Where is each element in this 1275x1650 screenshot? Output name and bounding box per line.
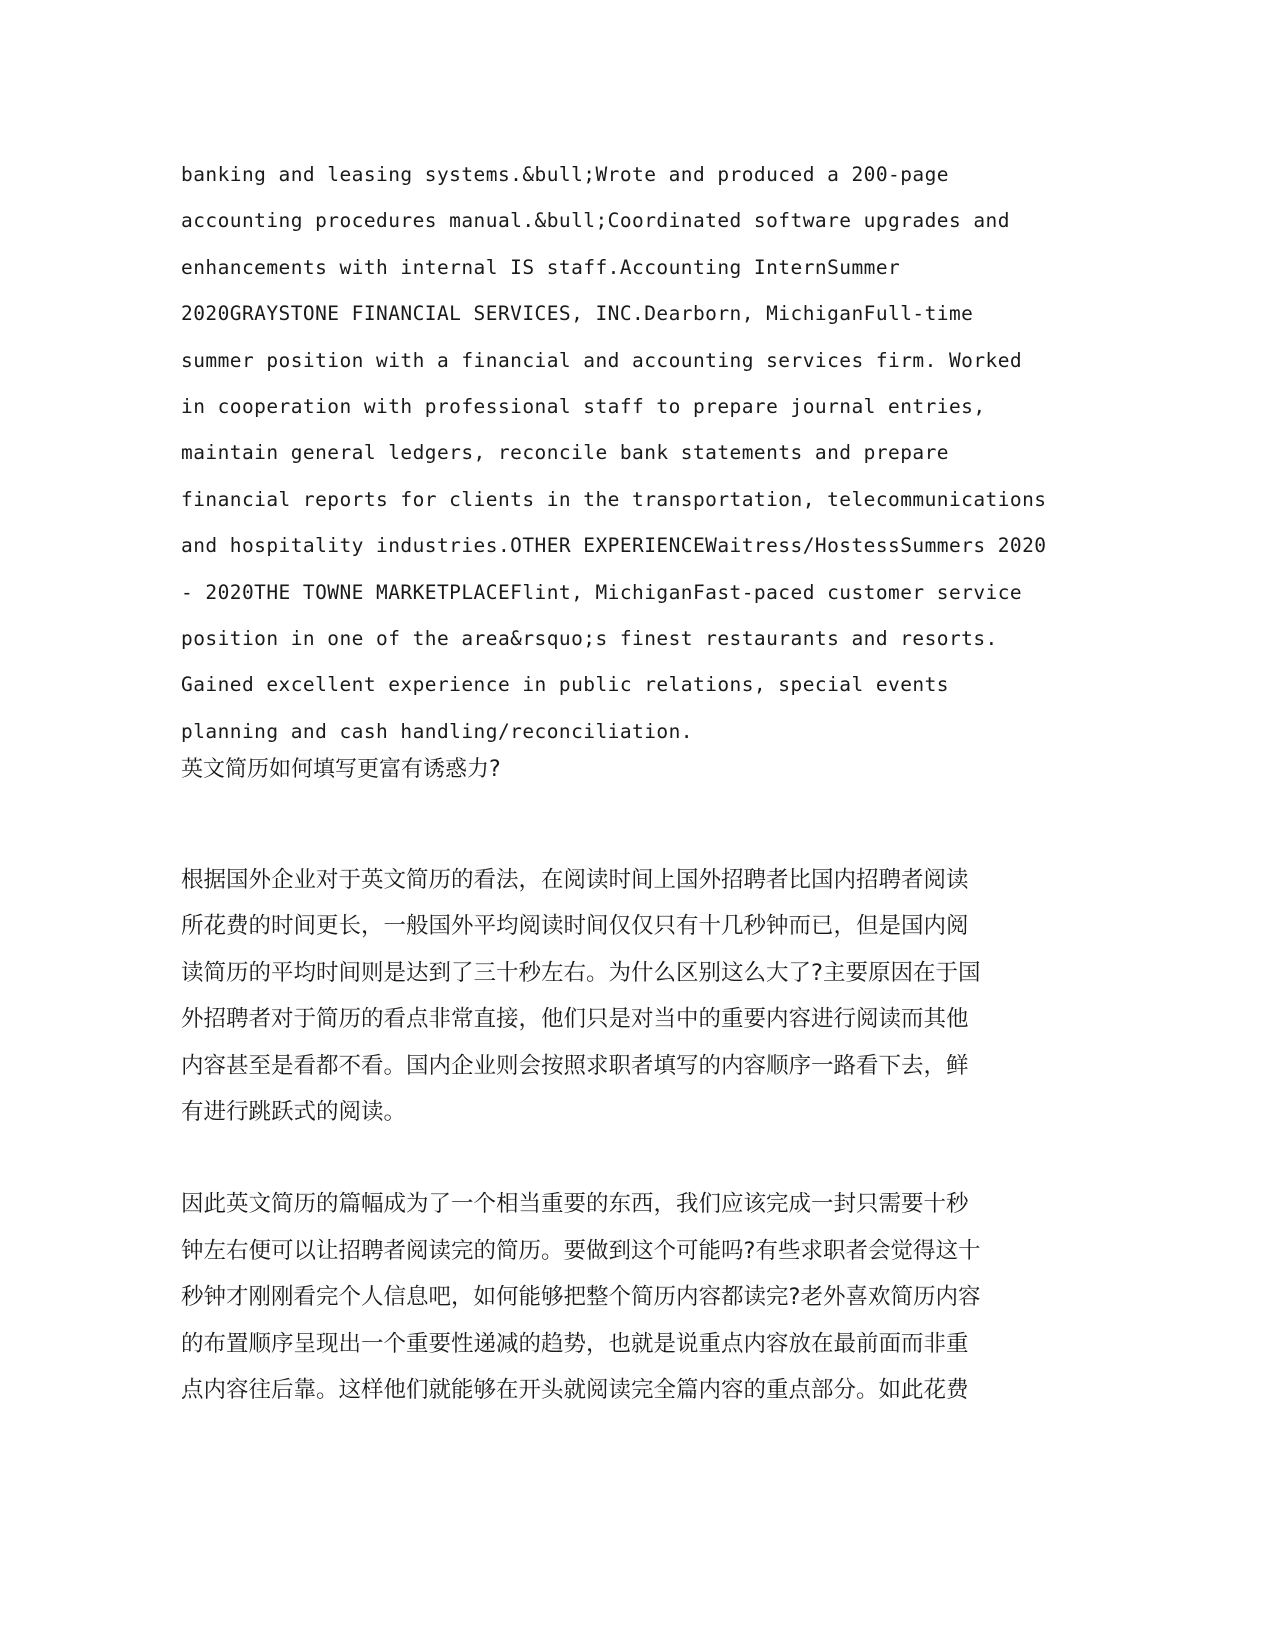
section-heading: 英文简历如何填写更富有诱惑力? <box>181 757 501 783</box>
resume-text-line: financial reports for clients in the transportation, telecommunications <box>181 487 1047 511</box>
resume-text-line: - 2020THE TOWNE MARKETPLACEFlint, MichiganFast-paced customer service <box>181 580 1023 604</box>
resume-text-line: position in one of the area&rsquo;s finest restaurants and resorts. <box>181 626 998 650</box>
resume-text-line: accounting procedures manual.&bull;Coordinated software upgrades and <box>181 209 1010 233</box>
paragraph-line: 秒钟才刚刚看完个人信息吧，如何能够把整个简历内容都读完?老外喜欢简历内容 <box>181 1284 981 1311</box>
paragraph-line: 读简历的平均时间则是达到了三十秒左右。为什么区别这么大了?主要原因在于国 <box>181 959 981 986</box>
resume-text-block <box>181 152 1047 755</box>
paragraph-line: 所花费的时间更长，一般国外平均阅读时间仅仅只有十几秒钟而已，但是国内阅 <box>181 913 969 940</box>
resume-text-line: Gained excellent experience in public relations, special events <box>181 673 949 697</box>
paragraph-resume-length <box>181 1181 1041 1413</box>
document-body <box>181 152 1047 1413</box>
paragraph-line: 点内容往后靠。这样他们就能够在开头就阅读完全篇内容的重点部分。如此花费 <box>181 1376 969 1403</box>
paragraph-line: 根据国外企业对于英文简历的看法，在阅读时间上国外招聘者比国内招聘者阅读 <box>181 867 969 894</box>
paragraph-line: 的布置顺序呈现出一个重要性递减的趋势，也就是说重点内容放在最前面而非重 <box>181 1330 969 1357</box>
spacer <box>181 785 1041 857</box>
paragraph-line: 有进行跳跃式的阅读。 <box>181 1099 407 1126</box>
paragraph-line: 钟左右便可以让招聘者阅读完的简历。要做到这个可能吗?有些求职者会觉得这十 <box>181 1237 981 1264</box>
resume-text-line: enhancements with internal IS staff.Accounting InternSummer <box>181 255 901 279</box>
resume-text-line: maintain general ledgers, reconcile bank statements and prepare <box>181 441 949 465</box>
paragraph-line: 因此英文简历的篇幅成为了一个相当重要的东西，我们应该完成一封只需要十秒 <box>181 1191 969 1218</box>
resume-text-line: summer position with a financial and accounting services firm. Worked <box>181 348 1023 372</box>
spacer <box>181 1135 1041 1181</box>
resume-text-line: in cooperation with professional staff to prepare journal entries, <box>181 394 986 418</box>
paragraph-line: 内容甚至是看都不看。国内企业则会按照求职者填写的内容顺序一路看下去，鲜 <box>181 1052 969 1079</box>
resume-text-line: banking and leasing systems.&bull;Wrote and produced a 200-page <box>181 163 949 186</box>
paragraph-reading-time <box>181 857 1041 1135</box>
resume-text-line: 2020GRAYSTONE FINANCIAL SERVICES, INC.Dearborn, MichiganFull-time <box>181 302 974 326</box>
resume-text-line: planning and cash handling/reconciliation. <box>181 719 693 743</box>
paragraph-line: 外招聘者对于简历的看点非常直接，他们只是对当中的重要内容进行阅读而其他 <box>181 1006 969 1033</box>
resume-text-line: and hospitality industries.OTHER EXPERIENCEWaitress/HostessSummers 2020 <box>181 534 1047 558</box>
